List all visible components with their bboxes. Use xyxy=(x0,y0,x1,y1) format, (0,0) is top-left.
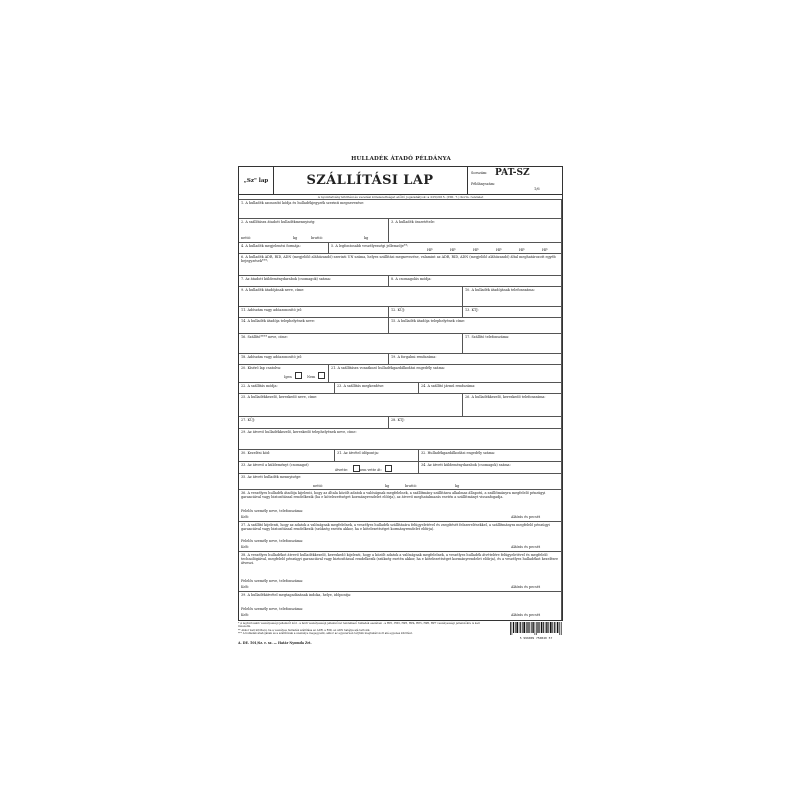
signature-stamp-label: Aláírás és pecsét xyxy=(511,515,541,519)
field-15-label: 15. A hulladék átadója telephelyének címe: xyxy=(391,319,466,323)
field-35-received-quantity xyxy=(239,473,562,489)
field-23-start[interactable] xyxy=(335,382,419,393)
field-39-rejection xyxy=(239,591,562,620)
kelt-label: Kelt: xyxy=(241,585,250,589)
field-27-label: 27. KÜJ: xyxy=(241,418,256,422)
field-14-label: 14. A hulladék átadója telephelyének neve: xyxy=(241,319,316,323)
field-22-mode[interactable] xyxy=(239,382,335,393)
field-14-site-name[interactable] xyxy=(239,317,389,333)
signature-stamp-label: Aláírás és pecsét xyxy=(511,545,541,549)
field-21-label: 21. A szállításra vonatkozó hulladékgazdálkodási engedély száma: xyxy=(331,366,445,370)
kg-label: kg xyxy=(455,484,460,488)
field-30-label: 30. Kezelési kód: xyxy=(241,451,271,455)
field-36-sender-declaration xyxy=(239,489,562,521)
field-28-label: 28. KTJ: xyxy=(391,418,405,422)
serial-value: PAT-SZ xyxy=(495,168,530,178)
responsible-person-label: Felelős személy neve, telefonszáma: xyxy=(241,607,304,611)
field-16-label: 16. Szállító**** neve, címe: xyxy=(241,335,288,339)
field-32-label: 32. Hulladékgazdálkodási engedély száma: xyxy=(421,451,496,455)
field-35-label: 35. Az átvett hulladék mennyisége: xyxy=(241,475,302,479)
field-7-label: 7. Az átadott küldeménydarabok (csomagok) száma: xyxy=(241,277,331,281)
field-2-label: 2. A szállításra átadott hulladékmennyiség: xyxy=(241,220,316,224)
field-20-label: 20. Kísérő lap csatolva: xyxy=(241,366,282,370)
field-33-label: 33. Az átvevő a küldeményt (csomagot) xyxy=(241,463,309,467)
form-title: SZÁLLÍTÁSI LAP xyxy=(306,173,434,188)
responsible-person-label: Felelős személy neve, telefonszáma: xyxy=(241,579,304,583)
field-19-label: 19. A forgalmi rendszáma: xyxy=(391,355,437,359)
field-12-label: 12. KÜJ: xyxy=(391,308,406,312)
field-39-label: 39. A hulladékátvétel megtagadásának indoka, helye, időpontja: xyxy=(241,593,352,597)
field-24-label: 24. A szállító jármű rendszáma: xyxy=(421,384,476,388)
field-11-label: 11. Adószám vagy adóazonosító jel: xyxy=(241,308,302,312)
field-21-permit[interactable] xyxy=(329,364,562,382)
field-9-sender[interactable] xyxy=(239,286,463,306)
copy-title: HULLADÉK ÁTADÓ PÉLDÁNYA xyxy=(351,156,451,162)
barcode-number: 5 996009 750840 57 xyxy=(519,636,553,640)
serial-label: Sorszám: xyxy=(471,171,488,175)
brutto-label: bruttó: xyxy=(311,236,323,240)
field-5-hazard[interactable] xyxy=(329,242,562,253)
field-11-tax[interactable] xyxy=(239,306,389,317)
igen-checkbox[interactable] xyxy=(295,372,302,379)
field-26-label: 26. A hulladékkezelő, kereskedő telefonszáma: xyxy=(465,395,546,399)
footnote: ** Akkor kell kitölteni, ha a veszélyes hulladék szállítása az ADR, a RID, az ADN hatálya alá tartozik. xyxy=(238,628,371,632)
field-31-receipt-time[interactable] xyxy=(335,449,419,461)
field-34-label: 34. Az átvett küldeménydarabok (csomagok) száma: xyxy=(421,463,511,467)
field-10-label: 10. A hulladék átadójának telefonszáma: xyxy=(465,288,535,292)
responsible-person-label: Felelős személy neve, telefonszáma: xyxy=(241,509,304,513)
igen-label: Igen xyxy=(284,375,292,379)
field-10-sender-phone[interactable] xyxy=(463,286,562,306)
field-7-packages[interactable] xyxy=(239,275,389,286)
field-13-label: 13. KTJ: xyxy=(465,308,479,312)
field-1-waste-code[interactable] xyxy=(239,199,562,218)
field-22-label: 22. A szállítás módja: xyxy=(241,384,278,388)
kelt-label: Kelt: xyxy=(241,545,250,549)
field-1-label: 1. A hulladék azonosító kódja és hulladékjegyzék szerinti megnevezése: xyxy=(241,201,365,205)
hp-code: HP xyxy=(427,248,433,252)
field-31-label: 31. Az átvétel időpontja: xyxy=(337,451,379,455)
field-9-label: 9. A hulladék átadójának neve, címe: xyxy=(241,288,305,292)
legal-subtitle: A nyomtatvány kitöltési és vezetési kötelezettséget előíró jogszabályok: a 225/2015. (VIII. 7.) Korm. rendelet xyxy=(317,195,484,199)
field-28-ktj[interactable] xyxy=(389,416,562,428)
field-38-handler-declaration xyxy=(239,551,562,591)
field-25-label: 25. A hulladékkezelő, kereskedő neve, címe: xyxy=(241,395,318,399)
footnote: *** A hulladék átadójának és a szállítónak a személye megegyezik, akkor az egyszerűen térjünk meghatározott alá egyenes kitöltést. xyxy=(238,632,413,636)
signature-stamp-label: Aláírás és pecsét xyxy=(511,613,541,617)
field-20-attached xyxy=(239,364,329,382)
hp-code: HP xyxy=(450,248,456,252)
kg-label: kg xyxy=(385,484,390,488)
barcode xyxy=(510,622,562,635)
field-29-receiver-site[interactable] xyxy=(239,428,562,449)
field-4-label: 4. A hulladék megjelenési formája: xyxy=(241,244,301,248)
not-accepted-label: nem vette át: xyxy=(359,468,382,472)
kelt-label: Kelt: xyxy=(241,515,250,519)
copy-number-value: 1/6 xyxy=(534,187,540,191)
field-36-label: 36. A veszélyes hulladék átadója kijelenti, hogy az általa közölt adatok a valóságnak megfelelnek, a szállítmány szállításra alkalmas állapotú, a szállítmányra megfelelő pénzügyi garanciával vagy biztosítással rendelkezik (ha e kötelezettséget kormányrendelet előírja), az átvevő meghatalmazás esetén a szállítmányt visszafogadja. xyxy=(241,491,546,500)
field-3-label: 3. A hulladék összetétele: xyxy=(391,220,435,224)
shipping-form xyxy=(238,166,563,621)
signature-stamp-label: Aláírás és pecsét xyxy=(511,585,541,589)
field-34-received-packages[interactable] xyxy=(419,461,562,473)
field-24-vehicle-plate[interactable] xyxy=(419,382,562,393)
field-18-label: 18. Adószám vagy adóazonosító jel: xyxy=(241,355,302,359)
field-8-packaging[interactable] xyxy=(389,275,562,286)
field-6-adr[interactable] xyxy=(239,253,562,275)
field-27-kuj[interactable] xyxy=(239,416,389,428)
field-37-label: 37. A szállító kijelenti, hogy az adatok a valóságnak megfelelnek, a veszélyes hulladék szállítására felügyeletével és zsegítését felszerelésekkel, a szállítmányra megfelelő pénzügyi garanciával vagy biztosítással rendelkezik (szükség esetén akkor, ha e kötelezettséget kormányrendelet előírja). xyxy=(241,523,550,532)
field-29-label: 29. Az átvevő hulladékkezelő, kereskedő telephelyének neve, címe: xyxy=(241,430,357,434)
field-15-site-address[interactable] xyxy=(389,317,562,333)
field-25-handler[interactable] xyxy=(239,393,463,416)
field-3-composition[interactable] xyxy=(389,218,562,242)
field-16-carrier[interactable] xyxy=(239,333,463,353)
netto-label: nettó: xyxy=(313,484,324,488)
field-30-treatment-code[interactable] xyxy=(239,449,335,461)
copy-number-label: Példányszám: xyxy=(471,182,496,186)
field-38-label: 38. A veszélyes hulladékot átvevő hulladékkezelő, kereskedő kijelenti, hogy a közölt adatok a valóságnak megfelelnek, a veszélyes hulladék átvételére felügyeletével és megfelelő technológiával, megfelelő pénzügyi garanciával vagy biztosítással rendelkezik (szükség esetén akkor, ha e kötelezettséget kormányrendelet előírja), és a veszélyes hulladékot kezelésre átveszi. xyxy=(241,553,559,566)
field-6-label: 6. A hulladék ADR, RID, ADN (megjelölő aláhúzandó) szerinti UN száma, helyes szállítási megnevezése, valamint az ADR, RID, ADN (megjelölő aláhúzandó) által meghatározott egyéb bejegyzések***: xyxy=(241,255,556,264)
hp-code: HP xyxy=(473,248,479,252)
field-4-form[interactable] xyxy=(239,242,329,253)
form-type-label: „Sz" lap xyxy=(239,167,274,194)
nem-label: Nem xyxy=(307,375,316,379)
kg-label: kg xyxy=(364,236,369,240)
field-17-carrier-phone[interactable] xyxy=(463,333,562,353)
field-12-kuj[interactable] xyxy=(389,306,463,317)
hp-code: HP xyxy=(542,248,548,252)
hp-code: HP xyxy=(496,248,502,252)
field-5-label: 5. A legfontosabb veszélyességi jellemzője**: xyxy=(331,244,409,248)
field-19-plate[interactable] xyxy=(389,353,562,364)
accepted-label: átvette: xyxy=(335,468,349,472)
field-26-handler-phone[interactable] xyxy=(463,393,562,416)
netto-label: nettó: xyxy=(241,236,252,240)
field-17-label: 17. Szállító telefonszáma: xyxy=(465,335,510,339)
field-13-ktj[interactable] xyxy=(463,306,562,317)
brutto-label: bruttó: xyxy=(405,484,417,488)
field-18-tax[interactable] xyxy=(239,353,389,364)
nem-checkbox[interactable] xyxy=(318,372,325,379)
hp-code: HP xyxy=(519,248,525,252)
responsible-person-label: Felelős személy neve, telefonszáma: xyxy=(241,539,304,543)
kg-label: kg xyxy=(293,236,298,240)
field-32-permit[interactable] xyxy=(419,449,562,461)
footnotes xyxy=(238,622,488,636)
field-37-carrier-declaration xyxy=(239,521,562,551)
field-2-quantity[interactable] xyxy=(239,218,389,242)
serial-box xyxy=(467,167,563,194)
title-row xyxy=(239,167,562,195)
field-8-label: 8. A csomagolás módja: xyxy=(391,277,432,281)
publisher-line: A. DE. 501/Sz. r. sz. — Határ Nyomda Zrt. xyxy=(238,641,312,645)
field-33-acceptance xyxy=(239,461,419,473)
kelt-label: Kelt: xyxy=(241,613,250,617)
not-accepted-checkbox[interactable] xyxy=(385,465,392,472)
footnote: * A legfontosabb veszélyességi jellemzőt kód - a fenti veszélyességi jellemzővel rendelkező hulladék esetében - a HP1, HP2, HP3, HP4, HP5, HP6, HP7 veszélyességi jellemzőkre is kell rávezetni. xyxy=(238,622,480,629)
field-23-label: 23. A szállítás megkezdése: xyxy=(337,384,385,388)
